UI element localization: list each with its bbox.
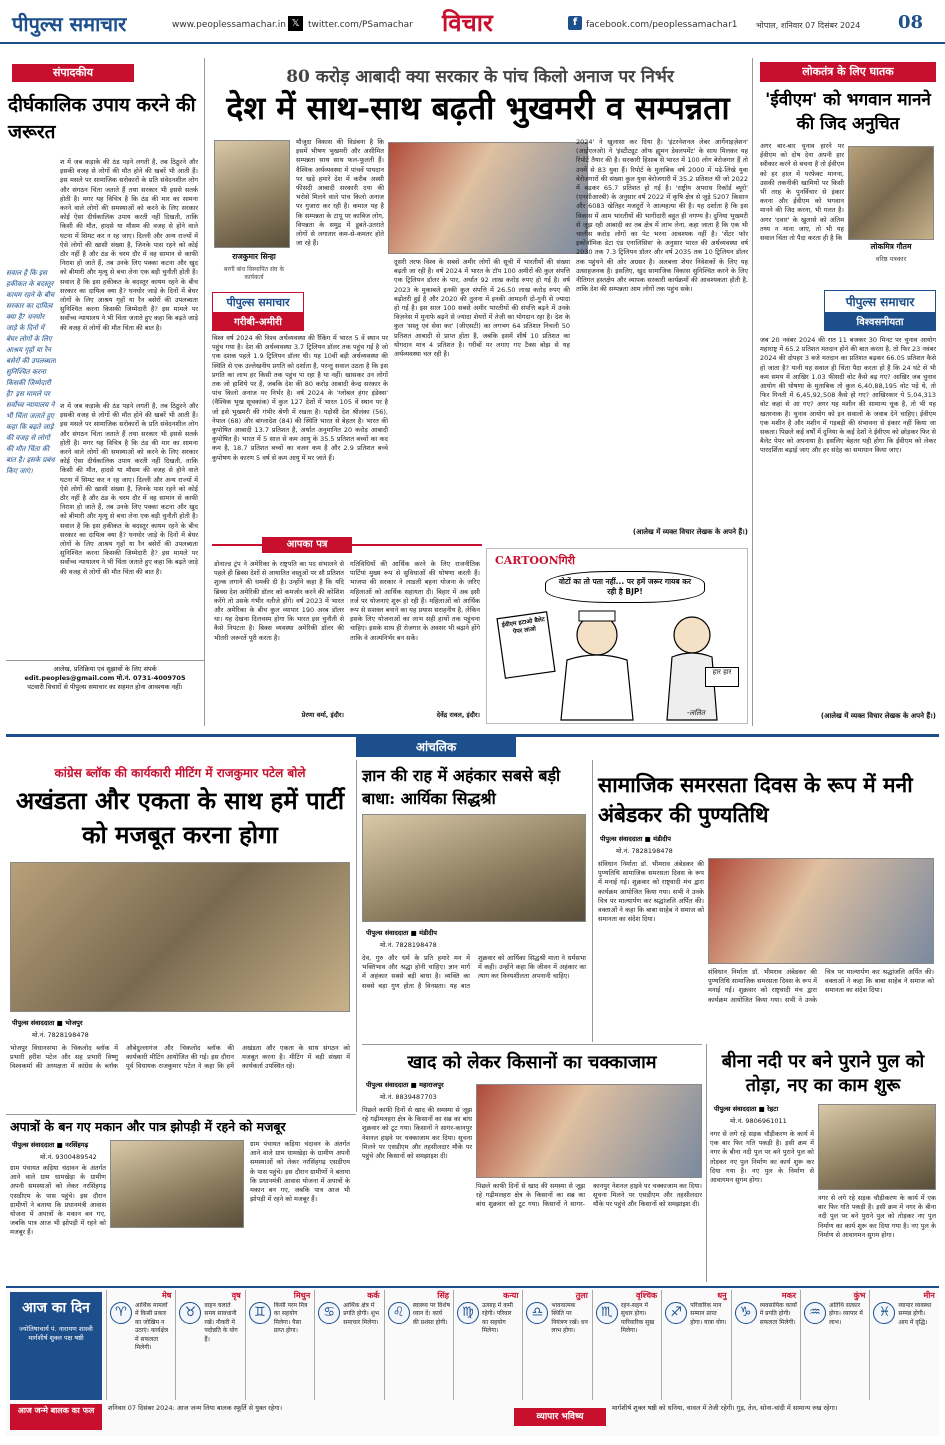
s5-headline: खाद को लेकर किसानों का चक्काजाम (407, 1052, 657, 1073)
s4-photo (110, 1140, 244, 1228)
s3-byline: पीपुल्स संवाददाता ■ मंडीदीप (600, 835, 671, 843)
sidebar-endnote: (आलेख में व्यक्त विचार लेखक के अपने हैं।) (820, 712, 936, 720)
zodiac-name: मेष (161, 1291, 172, 1300)
lead-children-photo (388, 142, 588, 254)
logo[interactable]: पीपुल्स समाचार (12, 12, 127, 36)
letters-box (212, 539, 482, 724)
s5-text: पिछले काफी दिनों से खाद की समस्या से जूझ रहे गढ़ीमलहरा क्षेत्र के किसानों का सब्र का बांध शुक्रवार को टूट गया। किसानों ने सागर-कानपुर नेशनल हाइवे पर चक्काजाम कर दिया। सूचना मिलने पर एसडीएम और तहसीलदार मौके पर पहुंचे और किसानों को समझाइश दी। (362, 1106, 472, 1161)
s2-text: देव, गुरु और धर्म के प्रति हमारे मन में भक्तिभाव और श्रद्धा होनी चाहिए। ज्ञान मार्ग में अहंकार सबसे बड़ी बाधा है। व्यक्ति का सबसे बड़ा गुण होता है विनम्रता। यह बात शुक्रवार को आर्यिका सिद्धश्री माता ने धर्मसभा में कही। उन्होंने कहा कि जीवन में अहंकार का त्याग कर विनयशीलता अपनानी चाहिए। (362, 954, 586, 990)
zodiac-name: कर्क (367, 1291, 380, 1300)
series-logo: पीपुल्स समाचार (226, 296, 290, 309)
zodiac-name: मिथुन (293, 1291, 311, 1300)
letter-1-signature: प्रेरणा वर्मा, इंदौर। (301, 711, 344, 719)
s2-byline: पीपुल्स संवाददाता ■ मंडीदीप (366, 929, 437, 937)
zodiac-sign-icon: ♉ (179, 1302, 201, 1324)
s1-text: भोजपुर विधानसभा के चिकलोद ब्लॉक में प्रभारी हरीश पटेल और सह प्रभारी विष्णु विश्वकर्मा की अध्यक्षता में कांग्रेस के ब्लॉक औबेदुल्लागंज और चिकलोद ब्लॉक की कार्यकारी मीटिंग आयोजित की गई। इस दौरान पूर्व विधायक राजकुमार पटेल ने कहा कि हमें अखंडता और एकता के साथ संगठन को मजबूत करना है। मीटिंग में बड़ी संख्या में कार्यकर्ता उपस्थित रहे। (10, 1044, 350, 1071)
zodiac-sign-icon: ♍ (457, 1302, 479, 1324)
s4-text-cont: ग्राम पंचायत कड़िया चंदावन के अंतर्गत आने वाले ग्राम धामखेड़ा के ग्रामीण अपनी समस्याओं को लेकर नरसिंहगढ़ एसडीएम के पास पहुंचे। इस दौरान ग्रामीणों ने बताया कि प्रधानमंत्री आवास योजना में अपात्रों के मकान बन गए, जबकि पात्र आज भी झोपड़ी में रहने को मजबूर हैं। (250, 1140, 350, 1204)
editorial-tag: संपादकीय (12, 64, 134, 82)
zodiac-sign-icon: ♓ (873, 1302, 895, 1324)
zodiac-cell (245, 1290, 314, 1400)
zodiac-name: मीन (923, 1291, 935, 1300)
contact-label: आलेख, प्रतिक्रिया एवं सुझावों के लिए संपर्क (53, 665, 157, 673)
s2-photo (362, 814, 586, 922)
s3-text-cont: संविधान निर्माता डॉ. भीमराव अंबेडकर की पुण्यतिथि सामाजिक समरसता दिवस के रूप में मनाई गई। शुक्रवार को राष्ट्रवादी मंच द्वारा कार्यक्रम आयोजित किया गया। सभी ने उनके चित्र पर माल्यार्पण कर श्रद्धांजलि अर्पित की। वक्ताओं ने कहा कि बाबा साहेब ने समाज को समानता का संदेश दिया। (708, 968, 934, 1004)
s4-text: ग्राम पंचायत कड़िया चंदावन के अंतर्गत आने वाले ग्राम धामखेड़ा के ग्रामीण अपनी समस्याओं को लेकर नरसिंहगढ़ एसडीएम के पास पहुंचे। इस दौरान ग्रामीणों ने बताया कि प्रधानमंत्री आवास योजना में अपात्रों के मकान बन गए, जबकि पात्र आज भी झोपड़ी में रहने को मजबूर हैं। (10, 1164, 106, 1237)
regional-title: आंचलिक (356, 737, 516, 757)
zodiac-cell (384, 1290, 453, 1400)
author-photo (214, 140, 290, 248)
zodiac-name: तुला (575, 1291, 588, 1300)
zodiac-text: वाहन चलाते समय सावधानी रखें। नौकरी में पदोन्नति के योग हैं। (204, 1302, 238, 1343)
s6-photo (818, 1104, 936, 1190)
s2-phone: मो.नं. 7828198478 (380, 941, 437, 949)
editorial-body: श में जब कड़ाके की ठंड पड़ने लगती है, तब ठिठुरने और इसकी वजह से लोगों की मौत होने की खबरें भी आती हैं। इस मसले पर सामाजिक सरोकारों के प्रति संवेदनशील लोग और संगठन चिंता जताते हैं तथा सरकार भी इससे सतर्क होती है। मगर यह विचित्र है कि ठंड की मार का सामना करने वाले लोगों की समस्याओं को करने के लिए सरकार कोई ऐसा दीर्घकालिक उपाय करती नहीं दिखती, ताकि किसी की मौत, हादसे या मौसम की वजह से होने वाले घटना में सिमट कर न रह जाए। दिल्ली और अन्य राज्यों में ऐसे लोगों की खासी संख्या है, जिनके पास रहने को कोई ठौर नहीं है और ठंड के चरम दौर में वह सामान से काफी निराश हो जाते हैं, तब उनके लिए पक्का कटना और खुद को बीमारी और मृत्यु से बचा लेना एक बड़ी चुनौती होती है। सवाल है कि इस हकीकत के बदस्तूर कायम रहने के बीच सरकार का दायित्व क्या है? घनघोर जाड़े के दिनों में बेघर लोगों के लिए आश्रय गृहों या रैन बसेरों की उपलब्धता सुनिश्चित करना किसकी जिम्मेदारी है? इस मामले पर सर्वोच्च न्यायालय ने भी चिंता जताते हुए कहा कि बढ़ते जाड़े की वजह से लोगों की मौत चिंता की बात है। (60, 158, 198, 332)
aaj-ka-din-box (10, 1292, 102, 1400)
kids-text: शनिवार 07 दिसंबर 2024: आज जन्म लिया बालक स्फूर्ति से युक्त रहेगा। (108, 1404, 283, 1412)
facebook-icon: f (568, 16, 582, 30)
lead-kicker: 80 करोड़ आबादी क्या सरकार के पांच किलो अनाज पर निर्भर (286, 67, 674, 87)
lead-col1: मौजूदा विकास की विडंबना है कि इसमें भीषण भुखमरी और असीमित सम्पन्नता साथ साथ फल-फूलती हैं। वैश्विक अर्थव्यवस्था में पांचवें पायदान पर खड़े हमारे देश में करीब अस्सी फीसदी आबादी सरकारी दया की भरोसे मिलने वाले पांच किलो अनाज पर गुजारा कर रही है। कमाल यह है कि सम्पन्नता के टापू पर काबिज लोग, विपन्नता के समुद्र में डूबते-उतराते लोगों से लगातार कम-से-कमतर होते जा रहे हैं। (296, 138, 384, 248)
s3-text: संविधान निर्माता डॉ. भीमराव अंबेडकर की पुण्यतिथि सामाजिक समरसता दिवस के रूप में मनाई गई। शुक्रवार को राष्ट्रवादी मंच द्वारा कार्यक्रम आयोजित किया गया। सभी ने उनके चित्र पर माल्यार्पण कर श्रद्धांजलि अर्पित की। वक्ताओं ने कहा कि बाबा साहेब ने समाज को समानता का संदेश दिया। (598, 860, 704, 924)
zodiac-cell (314, 1290, 383, 1400)
sidebar-headline: 'ईवीएम' को भगवान मानने की जिद अनुचित (765, 90, 931, 134)
regional-bar (6, 734, 939, 754)
zodiac-text: आर्थिक मामलों में किसी प्रकार का जोखिम न उठाएं। कार्यक्षेत्र में सफलता मिलेगी। (135, 1302, 169, 1352)
zodiac-text: परिवारिक मान सम्मान प्राप्त होगा। यात्रा योग। (690, 1302, 727, 1326)
zodiac-sign-icon: ♋ (318, 1302, 340, 1324)
s3-photo (708, 858, 934, 964)
series-tag: गरीबी-अमीरी (213, 312, 303, 330)
speech-bubble: वोटों का तो पता नहीं... पर हमें जरूर गायब कर रही है BJP! (545, 571, 705, 603)
zodiac-name: मकर (781, 1291, 796, 1300)
zodiac-sign-icon: ♌ (388, 1302, 410, 1324)
s6-headline: बीना नदी पर बने पुराने पुल को तोड़ा, नए का काम शुरू (721, 1051, 925, 1096)
facebook-link[interactable]: facebook.com/peoplessamachar1 (586, 20, 738, 30)
s5-byline: पीपुल्स संवाददाता ■ महाराजपुर (366, 1081, 444, 1089)
section-title: विचार (442, 8, 493, 37)
sidebar-tag: लोकतंत्र के लिए घातक (760, 62, 936, 82)
zodiac-cell (175, 1290, 244, 1400)
s1-kicker: कांग्रेस ब्लॉक की कार्यकारी मीटिंग में राजकुमार पटेल बोले (54, 766, 306, 780)
s4-headline: अपात्रों के बन गए मकान और पात्र झोपड़ी में रहने को मजबूर (10, 1119, 286, 1134)
s6-text: नगर से लगे रहे सड़क चौड़ीकरण के कार्य में एक बार फिर गति पकड़ी है। इसी क्रम में नगर के बीना नदी पुल पर बने पुराने पुल को तोड़कर नए पुल निर्माण का कार्य शुरू कर दिया गया है। नए पुल के निर्माण से आवागमन सुगम होगा। (710, 1130, 814, 1185)
sidebar-series-box (824, 290, 936, 331)
s5-photo (476, 1084, 702, 1178)
zodiac-sign-icon: ♒ (804, 1302, 826, 1324)
s1-photo (10, 862, 350, 1012)
cartoon-sign-right: हार हार (705, 667, 739, 687)
zodiac-cell (800, 1290, 869, 1400)
zodiac-sign-icon: ♐ (665, 1302, 687, 1324)
sidebar-series-logo: पीपुल्स समाचार (845, 295, 915, 309)
s1-phone: मो.नं. 7828198478 (32, 1031, 89, 1039)
zodiac-sign-icon: ♎ (526, 1302, 548, 1324)
lead-col4: 2024' ने खुलासा कर दिया है। 'इंटरनेशनल लेबर आर्गेनाइज़ेशन' (आईएलओ) ने 'इंस्टीट्यूट ऑफ ह्यूमन डेवलपमेंट' के साथ मिलकर यह रिपोर्ट तैयार की है। सरकारी हिसाब से भारत में 100 लोग बेरोजगार हैं तो उनमें से 83 युवा हैं। रिपोर्ट के मुताबिक वर्ष 2000 में पढ़े-लिखे युवा बेरोजगारों की संख्या कुल युवा बेरोजगारी में 35.2 प्रतिशत थी जो 2022 में बढ़कर 65.7 प्रतिशत हो गई है। 'राष्ट्रीय अपराध रिकॉर्ड ब्यूरो' (एनसीआरबी) के अनुसार वर्ष 2022 में कृषि क्षेत्र से जुड़े 5207 किसान और 6083 खेतिहर मजदूरों ने आत्महत्या की है। यह दर्शाता है कि इस विकास में आम भारतीयों की भागीदारी बहुत ही नगण्य है। दुनिया भुखमरी से जूझ रही आबादी का तब क्षेत्र में लाभ लेना, कहा जाता है कि एक भी चालीस करोड़ लोगों का पेट भरना आवश्यक नहीं है। 'सेंटर फॉर इकोनॉमिक डेटा एंड एनालिसिस' के अनुसार भारत की अर्थव्यवस्था वर्ष 2030 तक 7.3 ट्रिलियन डॉलर और वर्ष 2035 तक 10 ट्रिलियन डॉलर तक पहुंचने की ओर अग्रसर है। अलबत्ता शेयर निवेशकों के लिए यह उत्साहजनक है। इसलिए, खुद सामाजिक विकास सुनिश्चित करने के लिए नीतिगत हस्तक्षेप और व्यापक सरकारी कार्यक्रमों की आवश्यकता होती है, ताकि देश की सम्पन्नता आम लोगों तक पहुंच सके। (576, 138, 748, 294)
kids-label: आज जन्मे बालक का फल (10, 1404, 102, 1430)
sidebar-body: जब 20 नवंबर 2024 की रात 11 बजकर 30 मिनट पर चुनाव आयोग महाराष्ट्र में 65.2 प्रतिशत मतदान होने की बात करता है, तो फिर 23 नवंबर 2024 की दोपहर 3 बजे मतदान का प्रतिशत बढ़कर 66.05 प्रतिशत कैसे हो जाता है? यानी यह सवाल ही चिंता पैदा करता हो है कि 24 घंटे से भी कम समय में आखिर 1.03 फीसदी वोट कैसे बढ़ गए? आखिर जब चुनाव आयोग की घोषणा के मुताबिक तो कुल 6,40,88,195 वोट पड़े थे, तो फिर गिनती में 6,45,92,508 कैसे हो गए? आखिरकार ये 5,04,313 वोट कहां से आ गए? अगर यह मशीन की सामान्य चूक है, तो भी यह खतरनाक है। चुनाव आयोग को इन सवालों के जवाब देने चाहिए। ईवीएम एक मशीन है और मशीन में गड़बड़ी की संभावना से इंकार नहीं किया जा सकता। पिछले कई वर्षों में दुनिया के कई देशों ने ईवीएम को छोड़कर फिर से बैलेट पेपर को अपनाया है। इसलिए बेहतर यही होगा कि ईवीएम को लेकर पारदर्शिता बढ़ाई जाए और हर संदेह का समाधान किया जाए। (760, 336, 936, 455)
lead-col2: विश्व वर्ष 2024 की विश्व अर्थव्यवस्था की रैंकिंग में भारत 5 वें स्थान पर पहुंच गया है। देश की अर्थव्यवस्था 3.7 ट्रिलियन डॉलर तक पहुंच गई है जो एक दशक पहले 1.9 ट्रिलियन डॉलर थी। यह 10वीं बड़ी अर्थव्यवस्था की स्थिति से एक उल्लेखनीय प्रगति को दर्शाता है, परन्तु सवाल उठता है कि इस प्रगति का लाभ हर किसी तक पहुंच पा रहा है या नहीं। खासकर उन लोगों तक जो हाशिये पर हैं, जबकि देश की 80 करोड़ आबादी केन्द्र सरकार के पांच किलो अनाज पर निर्भर है। वर्ष 2024 के 'ग्लोबल हंगर इंडेक्स' (वैश्विक भुख सूचकांक) में कुल 127 देशों में भारत 105 वें स्थान पर है जो इसे भुखमरी की गंभीर श्रेणी में रखता है। पड़ोसी देश श्रीलंका (56), नेपाल (68) और बांग्लादेश (84) की स्थिति भारत से बेहतर है। भारत की कुपोषित आबादी 13.7 प्रतिशत है, अर्थात अनुमानित 20 करोड़ आबादी कुपोषित है। भारत में 5 साल से कम आयु के 35.5 प्रतिशत बच्चों का कद कम है, 18.7 प्रतिशत बच्चों का वजन कम है और 2.9 प्रतिशत बच्चे कुपोषण के कारण 5 वर्ष से कम आयु में मर जाते हैं। (212, 334, 388, 462)
series-box (212, 292, 304, 331)
zodiac-text: आर्थिक क्षेत्र में प्रगति होगी। शुभ समाचार मिलेगा। (343, 1302, 380, 1326)
s5-text-cont: पिछले काफी दिनों से खाद की समस्या से जूझ रहे गढ़ीमलहरा क्षेत्र के किसानों का सब्र का बांध शुक्रवार को टूट गया। किसानों ने सागर-कानपुर नेशनल हाइवे पर चक्काजाम कर दिया। सूचना मिलने पर एसडीएम और तहसीलदार मौके पर पहुंचे और किसानों को समझाइश दी। (476, 1182, 702, 1209)
s2-headline: ज्ञान की राह में अहंकार सबसे बड़ी बाधा: आर्यिका सिद्धश्री (362, 766, 561, 808)
zodiac-text: स्वास्थ्य पर विशेष ध्यान दें। कार्य की प्रशंसा होगी। (412, 1302, 450, 1326)
business-tag: व्यापार भविष्य (514, 1408, 606, 1426)
sidebar-author-photo (848, 146, 934, 240)
zodiac-sign-icon: ♈ (110, 1302, 132, 1324)
s4-phone: मो.नं. 9300489542 (40, 1153, 97, 1161)
cartoon-panel (486, 548, 748, 724)
editorial-footer (6, 660, 204, 716)
cartoon-artist: -ललित (687, 709, 705, 717)
zodiac-cell (522, 1290, 591, 1400)
zodiac-cell (661, 1290, 730, 1400)
author-name: राजकुमार सिन्हा (232, 252, 276, 261)
s3-phone: मो.नं. 7828198478 (616, 847, 673, 855)
zodiac-text: व्यवसायिक कार्यों में प्रगति होगी। सफलता मिलेगी। (759, 1302, 797, 1326)
editorial-body-cont: श में जब कड़ाके की ठंड पड़ने लगती है, तब ठिठुरने और इसकी वजह से लोगों की मौत होने की खबरें भी आती हैं। इस मसले पर सामाजिक सरोकारों के प्रति संवेदनशील लोग और संगठन चिंता जताते हैं तथा सरकार भी इससे सतर्क होती है। मगर यह विचित्र है कि ठंड की मार का सामना करने वाले लोगों की समस्याओं को करने के लिए सरकार कोई ऐसा दीर्घकालिक उपाय करती नहीं दिखती, ताकि किसी की मौत, हादसे या मौसम की वजह से होने वाले घटना में सिमट कर न रह जाए। दिल्ली और अन्य राज्यों में ऐसे लोगों की खासी संख्या है, जिनके पास रहने को कोई ठौर नहीं है और ठंड के चरम दौर में वह सामान से काफी निराश हो जाते हैं, तब उनके लिए पक्का कटना और खुद को बीमारी और मृत्यु से बचा लेना एक बड़ी चुनौती होती है। सवाल है कि इस हकीकत के बदस्तूर कायम रहने के बीच सरकार का दायित्व क्या है? घनघोर जाड़े के दिनों में बेघर लोगों के लिए आश्रय गृहों या रैन बसेरों की उपलब्धता सुनिश्चित करना किसकी जिम्मेदारी है? इस मामले पर सर्वोच्च न्यायालय ने भी चिंता जताते हुए कहा कि बढ़ते जाड़े की वजह से लोगों की मौत चिंता की बात है। (60, 402, 198, 576)
cartoon-title: CARTOONगिरी (495, 554, 576, 567)
zodiac-name: कुंभ (853, 1291, 866, 1300)
lead-headline: देश में साथ-साथ बढ़ती भुखमरी व सम्पन्नता (226, 89, 730, 127)
zodiac-cell (106, 1290, 175, 1400)
letter-2: गतिविधियों की आर्थिक करने के लिए राजनीतिक पार्टियां मुख्य रूप से सुविधाओं की घोषणा करती हैं। भाजपा की सरकार ने लाडली बहना योजना के जरिए महिलाओं को आर्थिक सहायता दी। बिहार में अब इसी तर्ज पर योजनाएं शुरू हो रही हैं। महिलाओं को आर्थिक रूप से सशक्त बनाने का यह प्रयास सराहनीय है, लेकिन इसके लिए योजनाओं का लाभ सही हाथों तक पहुंचना चाहिए। इसके साथ ही रोजगार के अवसर भी बढ़ाने होंगे ताकि वे आत्मनिर्भर बन सकें। (350, 560, 480, 642)
lead-endnote: (आलेख में व्यक्त विचार लेखक के अपने हैं।) (632, 528, 748, 536)
zodiac-text: भावनात्मक स्थिति पर नियंत्रण रखें। धन लाभ होगा। (551, 1302, 588, 1335)
s1-byline: पीपुल्स संवाददाता ■ भोजपुर (12, 1019, 83, 1027)
sidebar-author-name: लोकमित्र गौतम (870, 242, 912, 251)
zodiac-sign-icon: ♊ (249, 1302, 271, 1324)
zodiac-text: किसी परम मित्र का सहयोग मिलेगा। पैसा प्राप्त होगा। (273, 1302, 308, 1335)
zodiac-cell (869, 1290, 938, 1400)
zodiac-text: उत्साह में कमी रहेगी। परिवार का सहयोग मिलेगा। (482, 1302, 513, 1335)
website-link[interactable]: www.peoplessamachar.in (172, 20, 286, 30)
s6-phone: मो.नं. 9806961011 (730, 1117, 787, 1125)
letters-title: आपका पत्र (262, 537, 352, 553)
masthead (0, 0, 945, 44)
s5-phone: मो.नं. 8839487703 (380, 1093, 437, 1101)
dateline: भोपाल, शनिवार 07 दिसंबर 2024 (756, 21, 861, 30)
zodiac-name: वृष (231, 1291, 241, 1300)
disclaimer: पटवारी विचारों से पीपुल्स समाचार का सहमत होना आवश्यक नहीं। (27, 683, 183, 691)
panchang-text: ज्योतिषाचार्य पं. नारायण शास्त्री मार्गशीर्ष शुक्ल पक्ष षष्ठी (19, 1325, 93, 1342)
zodiac-text: रहन-सहन में सुधार होगा। पारिवारिक सुख मिलेगा। (620, 1302, 655, 1335)
letter-1: डोनाल्ड ट्रंप ने अमेरिका के राष्ट्रपति का पद संभालने से पहले ही ब्रिक्स देशों से आयातित वस्तुओं पर सौ प्रतिशत शुल्क लगाने की धमकी दी है। उन्होंने कहा है कि यदि ब्रिक्स देश अमेरिकी डॉलर को कमजोर करने की कोशिश करेंगे तो उसके गंभीर नतीजे होंगे। वर्ष 2023 में भारत और अमेरिका के बीच कुल व्यापार 190 अरब डॉलर था। यह देखना दिलचस्प होगा कि भारत इस चुनौती से कैसे निपटता है। बिक्स व्यवस्था अमेरिकी डॉलर की भीतरी जरूरतें पूरी करता है। (214, 560, 344, 642)
zodiac-cell (731, 1290, 800, 1400)
letter-2-signature: देवेंद्र रावल, इंदौर। (436, 711, 480, 719)
editorial-headline: दीर्घकालिक उपाय करने की जरूरत (8, 94, 196, 143)
sidebar-series-tag: विश्वसनीयता (825, 312, 935, 330)
zodiac-text: अतिथि सत्कार होगा। व्यापार में लाभ। (829, 1302, 863, 1326)
zodiac-cell (592, 1290, 661, 1400)
sidebar-body-top: अगर बार-बार चुनाव हारने पर ईवीएम को दोष देना अपनी हार स्वीकार करने से बचना है तो ईवीएम को हर हाल में परफेक्ट मानना, उसकी तकनीकी खामियों पर किसी भी तरह के पुनर्विचार से इंकार करना और ईवीएम को भगवान मानने की जिद करना, भी गलत है। अगर 'दवार' के खुलासे को अंतिम तथ्य न माना जाए, तो भी यह सवाल चिंता तो पैदा करता ही है कि (760, 142, 844, 243)
zodiac-sign-icon: ♏ (596, 1302, 618, 1324)
zodiac-name: कन्या (503, 1291, 519, 1300)
zodiac-name: वृश्चिक (636, 1291, 658, 1300)
twitter-icon: 𝕏 (288, 16, 303, 31)
sidebar-author-title: वरिष्ठ पत्रकार (875, 255, 907, 263)
zodiac-sign-icon: ♑ (735, 1302, 757, 1324)
s6-text-cont: नगर से लगे रहे सड़क चौड़ीकरण के कार्य में एक बार फिर गति पकड़ी है। इसी क्रम में नगर के बीना नदी पुल पर बने पुराने पुल को तोड़कर नए पुल निर्माण का कार्य शुरू कर दिया गया है। नए पुल के निर्माण से आवागमन सुगम होगा। (818, 1194, 936, 1239)
s1-headline: अखंडता और एकता के साथ हमें पार्टी को मजबूत करना होगा (15, 786, 345, 849)
zodiac-text: व्यापार व्यवस्था सम्पन्न होगी। आय में वृद्धि। (898, 1302, 932, 1326)
aaj-ka-din-title: आज का दिन (22, 1300, 90, 1316)
cartoon-sign-left: ईवीएम हटाओ बैलेट पेपर लाओ (501, 616, 546, 636)
editorial-pullquote: सवाल है कि इस हकीकत के बदस्तूर कायम रहने के बीच सरकार का दायित्व क्या है? घनघोर जाड़े के दिनों में बेघर लोगों के लिए आश्रय गृहों या रैन बसेरों की उपलब्धता सुनिश्चित करना किसकी जिम्मेदारी है? इस मामले पर सर्वोच्च न्यायालय ने भी चिंता जताते हुए कहा कि बढ़ते जाड़े की वजह से लोगों की मौत चिंता की बात है। इसके प्रबंध किए जाएं। (6, 269, 56, 475)
zodiac-cell (453, 1290, 522, 1400)
contact-email[interactable]: edit.peoples@gmail.com मो.नं. 0731-4009705 (24, 674, 186, 682)
author-title: बरगी बांध विस्थापित संघ के कार्यकर्ता (223, 266, 285, 281)
s6-byline: पीपुल्स संवाददाता ■ रेहटा (714, 1105, 779, 1113)
zodiac-name: धनु (717, 1291, 727, 1300)
zodiac-name: सिंह (437, 1291, 449, 1300)
page-number: 08 (898, 12, 924, 33)
twitter-link[interactable]: twitter.com/PSamachar (308, 20, 413, 30)
lead-col3: दूसरी तरफ विश्व के सबसे अमीर लोगों की सूची में भारतीयों की संख्या बढ़ती जा रही है। वर्ष 2024 में भारत के टॉप 100 अमीरों की कुल संपत्ति एक ट्रिलियन डॉलर के पार, अर्थात 92 लाख करोड़ रुपए हो गई है। वर्ष 2023 के मुकाबले इनकी कुल संपत्ति में 26.50 लाख करोड़ रुपए की बढ़ोतरी हुई है और 2020 की तुलना में इनकी आमदनी दो-गुनी से ज्यादा हो गई है। इस साल 100 सबसे अमीर भारतीयों की संपत्ति बढ़ने में उनके विज़नेस में मुनाफे बढ़ने से ज्यादा शेयरों में तेजी का योगदान रहा है। देश के कुल 'सस्तु एवं सेवा कर' (जीएसटी) का लगभग 64 प्रतिशत निचली 50 प्रतिशत आबादी से प्राप्त होता है, जबकि इसमें शीर्ष 10 प्रतिशत का योगदान मात्र 4 प्रतिशत है। गरीबों पर लगाए गए टैक्स बोझ से यह अर्थव्यवस्था चल रही है। (394, 258, 570, 359)
s3-headline: सामाजिक समरसता दिवस के रूप में मनी अंबेडकर की पुण्यतिथि (598, 772, 913, 827)
s4-byline: पीपुल्स संवाददाता ■ नरसिंहगढ़ (12, 1141, 89, 1149)
business-text: मार्गशीर्ष शुक्ल षष्ठी को धनिया, चावल में तेजी रहेगी। गुड़, तेल, सोना-चांदी में सामान्य रुख रहेगा। (612, 1404, 838, 1412)
